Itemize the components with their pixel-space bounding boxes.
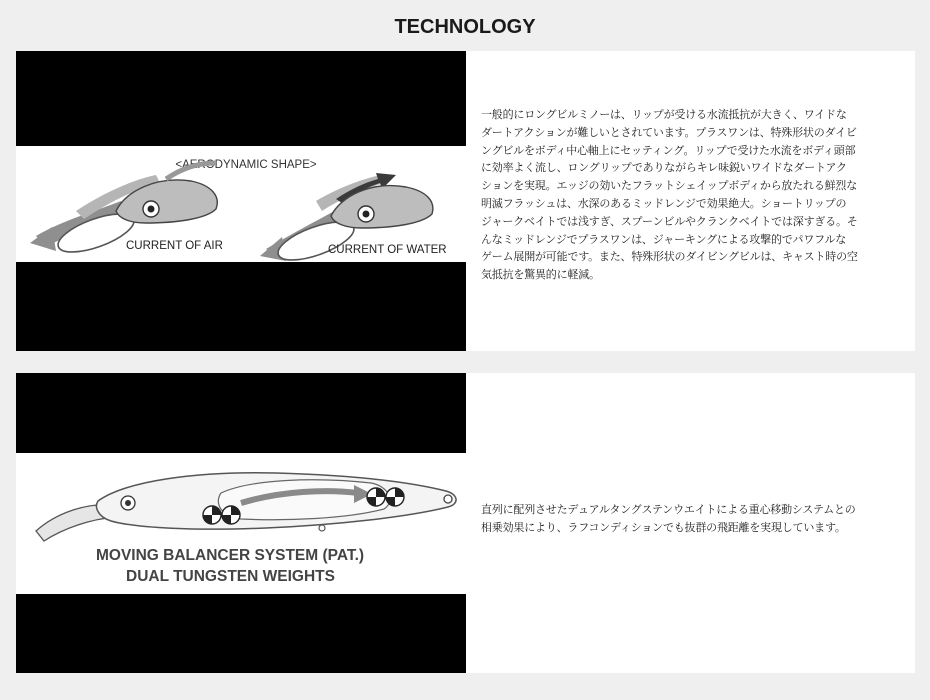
current-of-air-label: CURRENT OF AIR bbox=[126, 240, 223, 252]
current-of-water-label: CURRENT OF WATER bbox=[328, 244, 447, 256]
technology-section-balancer bbox=[16, 373, 915, 673]
aerodynamic-illustration bbox=[16, 51, 466, 351]
balancer-description: 直列に配列させたデュアルタングステンウエイトによる重心移動システムとの 相乗効果により、ラフコンディションでも抜群の飛距離を実現しています。 bbox=[481, 503, 856, 534]
aerodynamic-caption: <AERODYNAMIC SHAPE> bbox=[175, 159, 317, 171]
moving-balancer-label: MOVING BALANCER SYSTEM (PAT.) bbox=[96, 547, 365, 564]
page-title: TECHNOLOGY bbox=[394, 16, 536, 38]
dual-tungsten-label: DUAL TUNGSTEN WEIGHTS bbox=[126, 568, 335, 585]
balancer-illustration bbox=[16, 373, 466, 673]
aerodynamic-figure bbox=[16, 51, 466, 351]
balancer-figure bbox=[16, 373, 466, 673]
technology-section-aerodynamic bbox=[16, 51, 915, 351]
aerodynamic-description: 一般的にロングビルミノーは、リップが受ける水流抵抗が大きく、ワイドな ダートアクションが難しいとされています。プラスワンは、特殊形状のダイビ ングビルをボディ中心軸上にセッティング。リップで受けた水流をボディ頭部 に効率よく流し、ロングリップでありながらキレ味鋭いワイドなダートアク ションを実現。エッジの効いたフラットシェイップボディから放たれる鮮烈な 明滅フラッシュは、水深のあるミッドレンジで効果絶大。ショートリップの ジャークベイトでは浅すぎ、スプーンビルやクランクベイトでは深すぎる。そ んなミッドレンジでプラスワンは、ジャーキングによる攻撃的でパワフルな ゲーム展開が可能です。また、特殊形状のダイビングビルは、キャスト時の空 気抵抗を驚異的に軽減。 bbox=[481, 108, 858, 282]
